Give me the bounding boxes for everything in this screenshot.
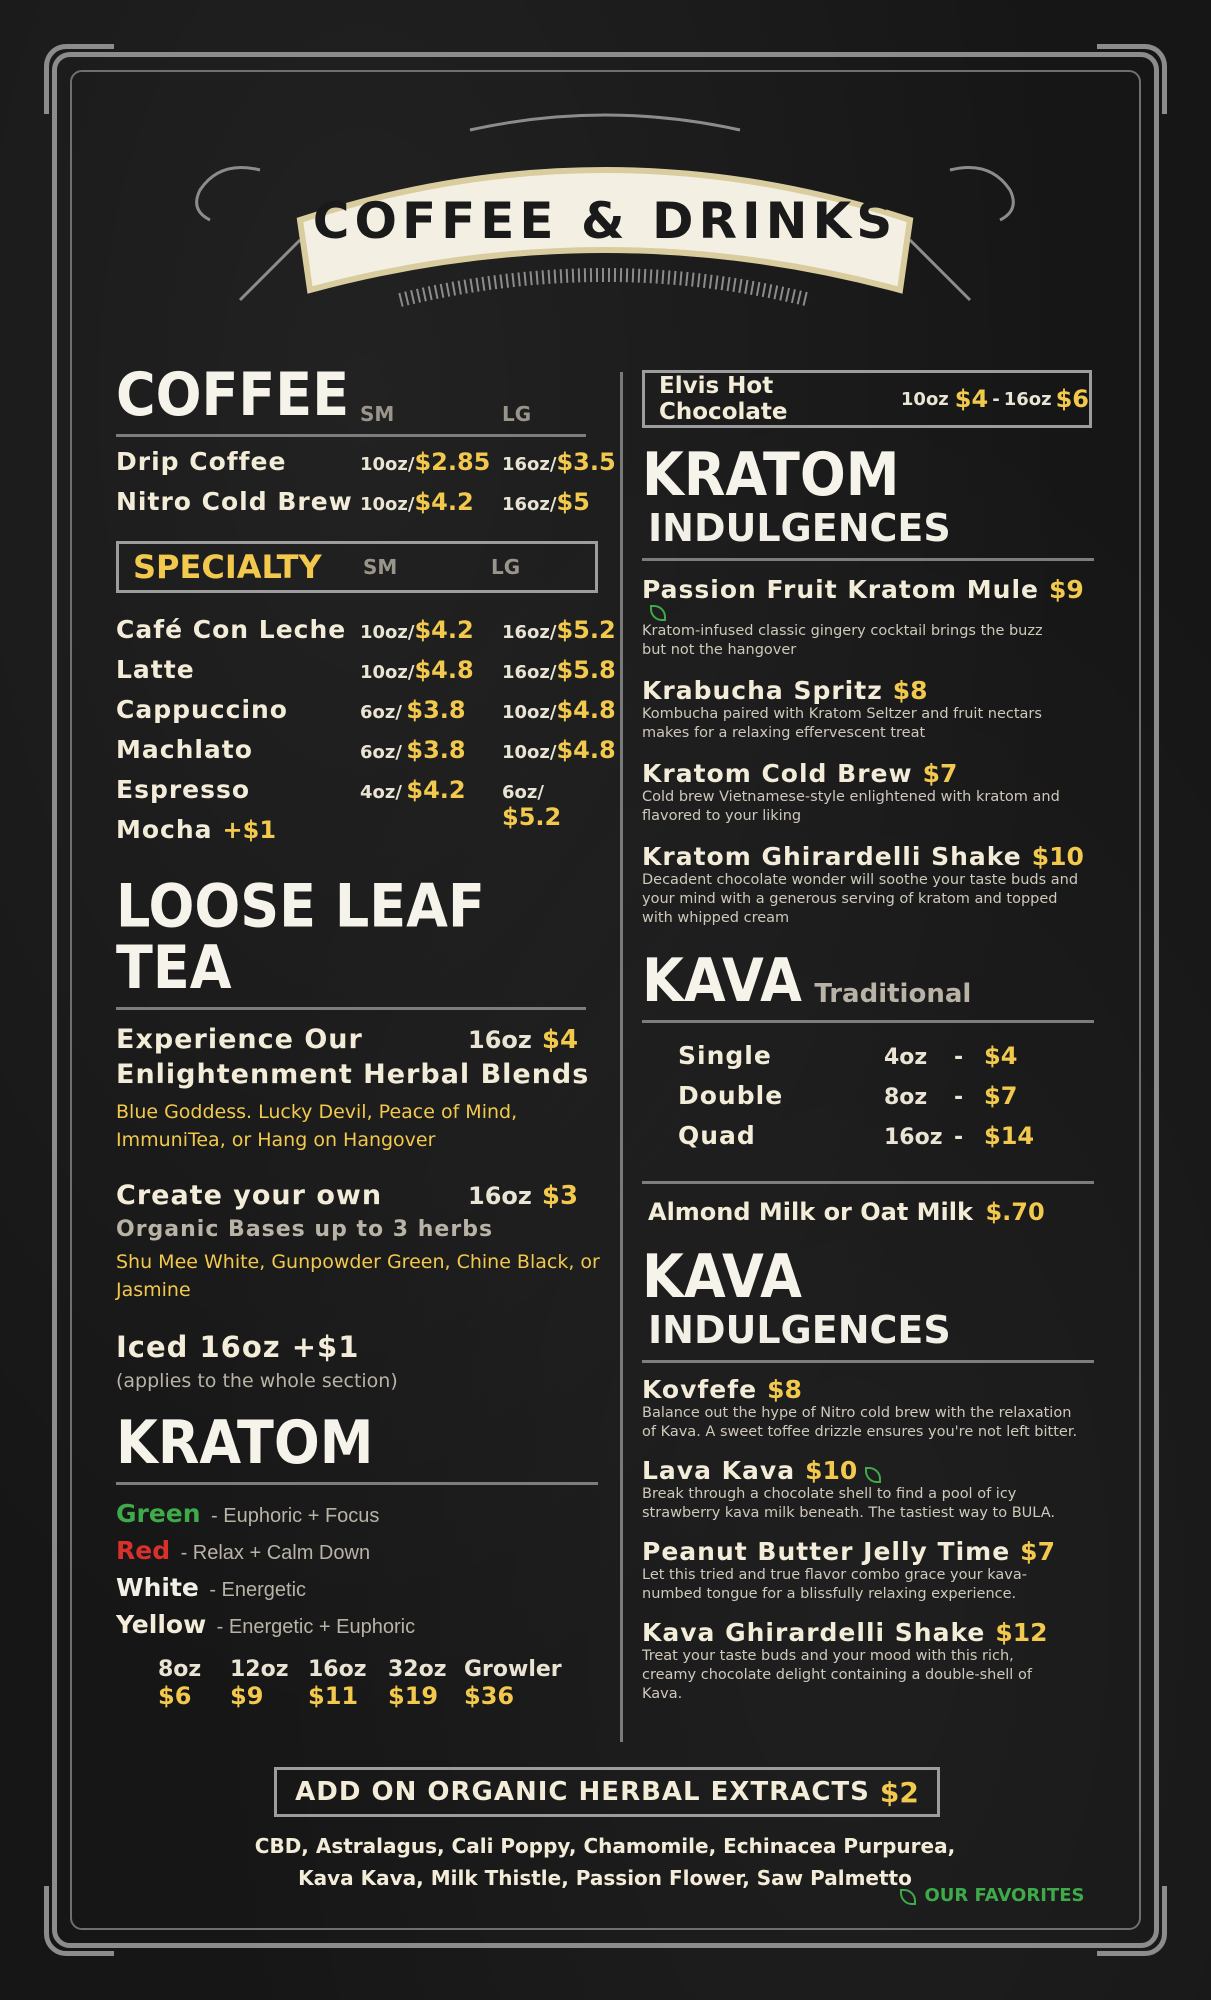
price: $4.8 [556, 696, 616, 724]
size: 10oz [900, 388, 949, 410]
price: $9 [1049, 575, 1084, 604]
price: $2 [879, 1775, 919, 1809]
divider [116, 434, 586, 437]
menu-row [678, 1041, 1094, 1081]
strain-name: White [116, 1573, 199, 1602]
coffee-header [116, 360, 602, 430]
header-banner [140, 100, 1070, 330]
kava-list [678, 1041, 1094, 1161]
extracts-line: Kava Kava, Milk Thistle, Passion Flower, Saw Palmetto [298, 1866, 912, 1890]
kratom-strains [116, 1499, 602, 1647]
iced-note: (applies to the whole section) [116, 1370, 398, 1392]
item-description: Kombucha paired with Kratom Seltzer and fruit nectars makes for a relaxing effervescent treat [642, 706, 1042, 741]
separator: - [992, 388, 1000, 410]
kratom-indulgence-list [642, 575, 1094, 928]
price: $.70 [985, 1198, 1045, 1226]
strain-desc: - Relax + Calm Down [180, 1542, 371, 1564]
page-title: COFFEE & DRINKS [312, 192, 898, 250]
price: $2.85 [414, 448, 491, 476]
lg-label: LG [502, 402, 532, 426]
divider [642, 1020, 1094, 1023]
item-name: Passion Fruit Kratom Mule [642, 575, 1040, 604]
strain-row [116, 1573, 602, 1610]
size: 10oz/ [360, 662, 415, 683]
menu-row [116, 695, 616, 735]
corner-ornament [1097, 1886, 1167, 1956]
separator: - [954, 1125, 964, 1150]
indulgence-item [642, 1456, 1094, 1523]
sm-label: SM [363, 555, 398, 579]
item-name: Almond Milk or Oat Milk [648, 1198, 973, 1226]
item-name: Krabucha Spritz [642, 676, 883, 705]
iced-option: Iced 16oz +$1 [116, 1330, 360, 1364]
create-subtitle: Organic Bases up to 3 herbs [116, 1217, 494, 1242]
size: 8oz [884, 1085, 928, 1110]
price: $4.2 [414, 488, 474, 516]
price: $4.2 [406, 776, 466, 804]
price: $9 [230, 1682, 264, 1710]
corner-ornament [44, 44, 114, 114]
price: $3.5 [556, 448, 616, 476]
price: $4 [954, 385, 989, 413]
kratom-indulgences-header [642, 440, 1094, 550]
size: 16oz [468, 1026, 532, 1054]
size: Growler [464, 1657, 562, 1682]
item-name: Kovfefe [642, 1375, 758, 1404]
price: $14 [984, 1122, 1035, 1150]
separator: - [954, 1045, 964, 1070]
item-name: Machlato [116, 735, 253, 764]
size: 6oz/ [360, 702, 402, 723]
size: 6oz/ [502, 782, 544, 803]
item-name: Elvis Hot Chocolate [659, 373, 788, 425]
item-name: Latte [116, 655, 195, 684]
item-description: Break through a chocolate shell to find a pool of icy strawberry kava milk beneath. The tastiest way to BULA. [642, 1486, 1055, 1521]
menu-row [116, 487, 602, 527]
strain-name: Green [116, 1499, 201, 1528]
item-name: Kratom Ghirardelli Shake [642, 842, 1022, 871]
indulgence-item [642, 1375, 1094, 1442]
price: $4.8 [556, 736, 616, 764]
menu-row [116, 655, 616, 695]
left-column [116, 360, 616, 1710]
strain-desc: - Euphoric + Focus [211, 1505, 380, 1527]
size: 16oz [1003, 388, 1052, 410]
item-description: Balance out the hype of Nitro cold brew with the relaxation of Kava. A sweet toffee drizzle ensures you're not left bitter. [642, 1405, 1078, 1440]
price: $10 [805, 1456, 858, 1485]
milk-option [648, 1198, 1094, 1226]
item-name: Lava Kava [642, 1456, 796, 1485]
price: $4 [541, 1025, 579, 1055]
price: $36 [464, 1682, 515, 1710]
price: $4.2 [414, 616, 474, 644]
leaf-icon [865, 1467, 881, 1483]
item-description: Kratom-infused classic gingery cocktail brings the buzz but not the hangover [642, 623, 1043, 658]
price: +$1 [222, 816, 277, 844]
indulgence-item [642, 759, 1094, 826]
divider [116, 1007, 586, 1010]
kratom-title: KRATOM [116, 1408, 374, 1478]
divider [642, 1360, 1094, 1363]
strain-row [116, 1610, 602, 1647]
price: $3.8 [406, 736, 466, 764]
size-col [230, 1657, 308, 1710]
item-name: Double [678, 1081, 784, 1110]
price: $12 [995, 1618, 1048, 1647]
right-column [642, 370, 1094, 1704]
extracts-line: CBD, Astralagus, Cali Poppy, Chamomile, Echinacea Purpurea, [254, 1834, 956, 1858]
indulgence-item [642, 842, 1094, 928]
price: $8 [767, 1375, 802, 1404]
item-name: Peanut Butter Jelly Time [642, 1537, 1011, 1566]
size-col [464, 1657, 562, 1710]
size: 16oz/ [502, 622, 557, 643]
size: 12oz [230, 1657, 289, 1682]
coffee-list [116, 447, 616, 527]
item-name: Drip Coffee [116, 447, 287, 476]
price: $5 [556, 488, 590, 516]
price: $6 [1055, 385, 1089, 413]
column-divider [620, 372, 623, 1742]
size: 16oz [884, 1125, 943, 1150]
kava-header [642, 946, 1094, 1016]
item-name: Kava Ghirardelli Shake [642, 1618, 986, 1647]
kava-indulgence-list [642, 1375, 1094, 1704]
create-row [116, 1180, 602, 1211]
price: $4 [984, 1042, 1018, 1070]
size: 8oz [158, 1657, 202, 1682]
size: 16oz [308, 1657, 367, 1682]
specialty-title: SPECIALTY [133, 548, 322, 586]
strain-row [116, 1536, 602, 1573]
favorites-label: OUR FAVORITES [924, 1885, 1085, 1906]
size: 16oz/ [502, 454, 557, 475]
size: 4oz [884, 1045, 928, 1070]
extracts-box [274, 1767, 940, 1817]
size-col [388, 1657, 464, 1710]
price: $3.8 [406, 696, 466, 724]
favorites-legend [900, 1885, 1084, 1906]
size: 10oz/ [360, 494, 415, 515]
item-description: Let this tried and true flavor combo grace your kava-numbed tongue for a blissfully relaxing experience. [642, 1567, 1027, 1602]
specialty-list [116, 615, 616, 855]
strain-name: Yellow [116, 1610, 207, 1639]
section-subtitle: INDULGENCES [648, 1308, 951, 1352]
divider [642, 1181, 1094, 1184]
item-description: Treat your taste buds and your mood with this rich, creamy chocolate delight containing a double-shell of Kava. [642, 1648, 1032, 1702]
corner-ornament [1097, 44, 1167, 114]
kratom-sizes [158, 1657, 602, 1710]
size: 4oz/ [360, 782, 402, 803]
size: 16oz/ [502, 662, 557, 683]
menu-row [678, 1121, 1094, 1161]
section-title: KAVA [642, 1242, 802, 1312]
indulgence-item [642, 1618, 1094, 1704]
item-name: Enlightenment Herbal Blends [116, 1059, 590, 1090]
section-title: KAVA [642, 946, 802, 1016]
divider [116, 1482, 598, 1485]
price: $8 [892, 676, 928, 705]
divider [642, 558, 1094, 561]
sm-label: SM [360, 402, 395, 426]
indulgence-item [642, 1537, 1094, 1604]
indulgence-item [642, 575, 1094, 660]
price: $3 [541, 1181, 579, 1211]
item-name: Single [678, 1041, 772, 1070]
section-subtitle: INDULGENCES [648, 506, 951, 550]
size: 10oz/ [360, 622, 415, 643]
lg-label: LG [491, 555, 521, 579]
coffee-title: COFFEE [116, 360, 350, 430]
item-name: Quad [678, 1121, 756, 1150]
kava-indulgences-header [642, 1242, 1094, 1352]
size-col [158, 1657, 230, 1710]
leaf-icon [650, 605, 666, 621]
item-name: Kratom Cold Brew [642, 759, 913, 788]
size-col [308, 1657, 388, 1710]
price: $5.8 [556, 656, 616, 684]
menu-row [116, 447, 616, 487]
leaf-icon [900, 1889, 916, 1905]
price: $19 [388, 1682, 439, 1710]
strain-name: Red [116, 1536, 171, 1565]
price: $6 [158, 1682, 192, 1710]
price: $7 [922, 759, 958, 788]
item-name: Espresso [116, 775, 251, 804]
tea-title: LOOSE LEAF TEA [116, 871, 485, 1003]
size: 6oz/ [360, 742, 402, 763]
price: $4.8 [414, 656, 474, 684]
price: $7 [1020, 1537, 1055, 1566]
menu-row [116, 615, 616, 655]
item-name: Nitro Cold Brew [116, 487, 353, 516]
item-name: Cappuccino [116, 695, 288, 724]
section-subtitle: Traditional [814, 979, 972, 1009]
indulgence-item [642, 676, 1094, 743]
create-description: Shu Mee White, Gunpowder Green, Chine Black, or Jasmine [116, 1251, 600, 1301]
price: $7 [984, 1082, 1018, 1110]
item-name: Create your own [116, 1180, 383, 1211]
strain-row [116, 1499, 602, 1536]
item-name: Café Con Leche [116, 615, 347, 644]
price: $11 [308, 1682, 359, 1710]
extracts-title: ADD ON ORGANIC HERBAL EXTRACTS [295, 1777, 870, 1807]
strain-desc: - Energetic [209, 1579, 307, 1601]
size: 10oz/ [502, 702, 557, 723]
section-title: KRATOM [642, 440, 900, 510]
blend-description: Blue Goddess. Lucky Devil, Peace of Mind, ImmuniTea, or Hang on Hangover [116, 1101, 518, 1151]
price: $5.2 [556, 616, 616, 644]
item-description: Decadent chocolate wonder will soothe your taste buds and your mind with a generous serving of kratom and topped with whipped cream [642, 872, 1079, 926]
size: 10oz/ [360, 454, 415, 475]
item-name: Mocha [116, 815, 213, 844]
menu-row [116, 735, 616, 775]
size: 16oz/ [502, 494, 557, 515]
strain-desc: - Energetic + Euphoric [216, 1616, 416, 1638]
size: 32oz [388, 1657, 447, 1682]
elvis-hot-chocolate [642, 370, 1092, 428]
item-name: Experience Our [116, 1024, 363, 1055]
item-description: Cold brew Vietnamese-style enlightened with kratom and flavored to your liking [642, 789, 1060, 824]
specialty-header [116, 541, 598, 593]
blend-row [116, 1024, 602, 1055]
price: $10 [1031, 842, 1084, 871]
size: 10oz/ [502, 742, 557, 763]
size: 16oz [468, 1182, 532, 1210]
corner-ornament [44, 1886, 114, 1956]
menu-row [678, 1081, 1094, 1121]
separator: - [954, 1085, 964, 1110]
price: $5.2 [502, 803, 562, 831]
